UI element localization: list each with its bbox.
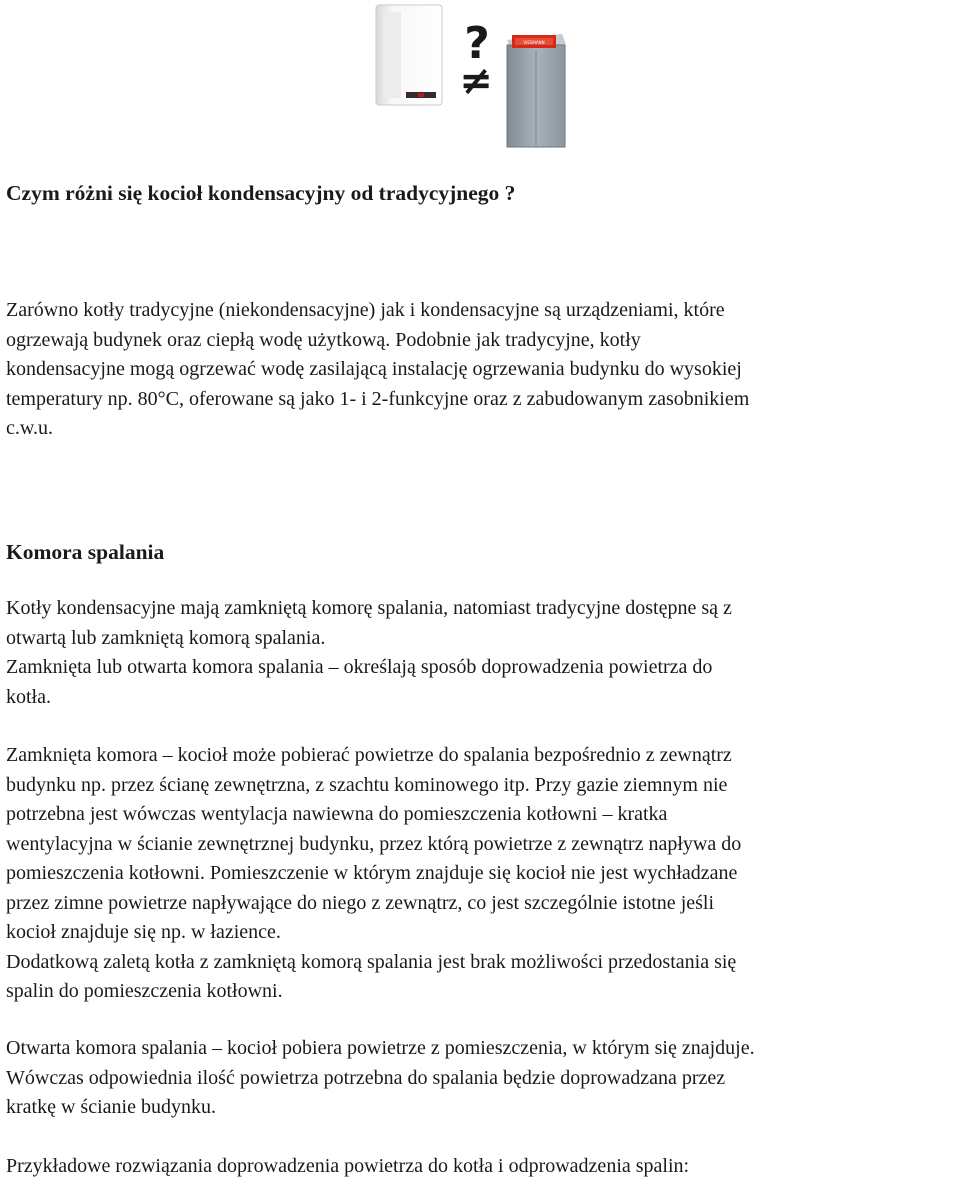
paragraph-line: budynku np. przez ścianę zewnętrzna, z szachtu kominowego itp. Przy gazie ziemnym nie — [6, 773, 728, 796]
paragraph-line: kocioł znajduje się np. w łazience. — [6, 921, 281, 943]
paragraph-line: c.w.u. — [6, 417, 54, 439]
paragraph-line: Wówczas odpowiednia ilość powietrza potrzebna do spalania będzie doprowadzana przez — [6, 1066, 726, 1089]
intro-paragraph — [6, 296, 960, 444]
paragraph-line: ogrzewają budynek oraz ciepłą wodę użytkową. Podobnie jak tradycyjne, kotły — [6, 328, 641, 351]
section-heading-combustion-chamber: Komora spalania — [6, 540, 165, 564]
paragraph-line: spalin do pomieszczenia kotłowni. — [6, 980, 283, 1002]
paragraph-line: kratkę w ścianie budynku. — [6, 1096, 216, 1118]
document-title: Czym różni się kocioł kondensacyjny od tradycyjnego ? — [6, 181, 516, 205]
paragraph-line: Zamknięta komora – kocioł może pobierać powietrze do spalania bezpośrednio z zewnątrz — [6, 744, 732, 766]
paragraph-line: temperatury np. 80°C, oferowane są jako 1- i 2-funkcyjne oraz z zabudowanym zasobnikiem — [6, 387, 750, 410]
boiler-brand-label: VIESMANN — [523, 40, 545, 45]
paragraph-line: potrzebna jest wówczas wentylacja nawiewna do pomieszczenia kotłowni – kratka — [6, 803, 668, 825]
floor-standing-boiler-icon — [507, 34, 566, 147]
boiler-comparison-illustration — [370, 0, 570, 160]
paragraph-line: kotła. — [6, 685, 51, 708]
paragraph-line: kondensacyjne mogą ogrzewać wodę zasilającą instalację ogrzewania budynku do wysokiej — [6, 358, 742, 380]
boiler-comparison-graphic — [370, 0, 570, 160]
paragraph-line: wentylacyjna w ścianie zewnętrznej budynku, przez którą powietrze z zewnątrz napływa do — [6, 832, 742, 855]
paragraph-line: Kotły kondensacyjne mają zamkniętą komorę spalania, natomiast tradycyjne dostępne są z — [6, 597, 732, 619]
paragraph-line: otwartą lub zamkniętą komorą spalania. — [6, 626, 326, 649]
not-equal-icon: ≠ — [459, 58, 493, 104]
paragraph-line: Otwarta komora spalania – kocioł pobiera powietrze z pomieszczenia, w którym się znajduje. — [6, 1037, 755, 1059]
combustion-chamber-paragraph — [6, 594, 960, 712]
wall-hung-boiler-icon — [376, 5, 442, 105]
paragraph-line: przez zimne powietrze napływające do niego z zewnątrz, co jest szczególnie istotne jeśli — [6, 891, 715, 914]
paragraph-line: Dodatkową zaletą kotła z zamkniętą komorą spalania jest brak możliwości przedostania się — [6, 950, 737, 973]
question-mark-icon: ? — [464, 18, 490, 69]
examples-intro-line: Przykładowe rozwiązania doprowadzenia powietrza do kotła i odprowadzenia spalin: — [6, 1155, 690, 1177]
paragraph-line: pomieszczenia kotłowni. Pomieszczenie w którym znajduje się kocioł nie jest wychładzane — [6, 862, 738, 884]
open-chamber-paragraph — [6, 1034, 960, 1123]
paragraph-line: Zamknięta lub otwarta komora spalania – określają sposób doprowadzenia powietrza do — [6, 656, 713, 678]
closed-chamber-paragraph — [6, 741, 960, 1007]
paragraph-line: Zarówno kotły tradycyjne (niekondensacyjne) jak i kondensacyjne są urządzeniami, które — [6, 299, 725, 321]
